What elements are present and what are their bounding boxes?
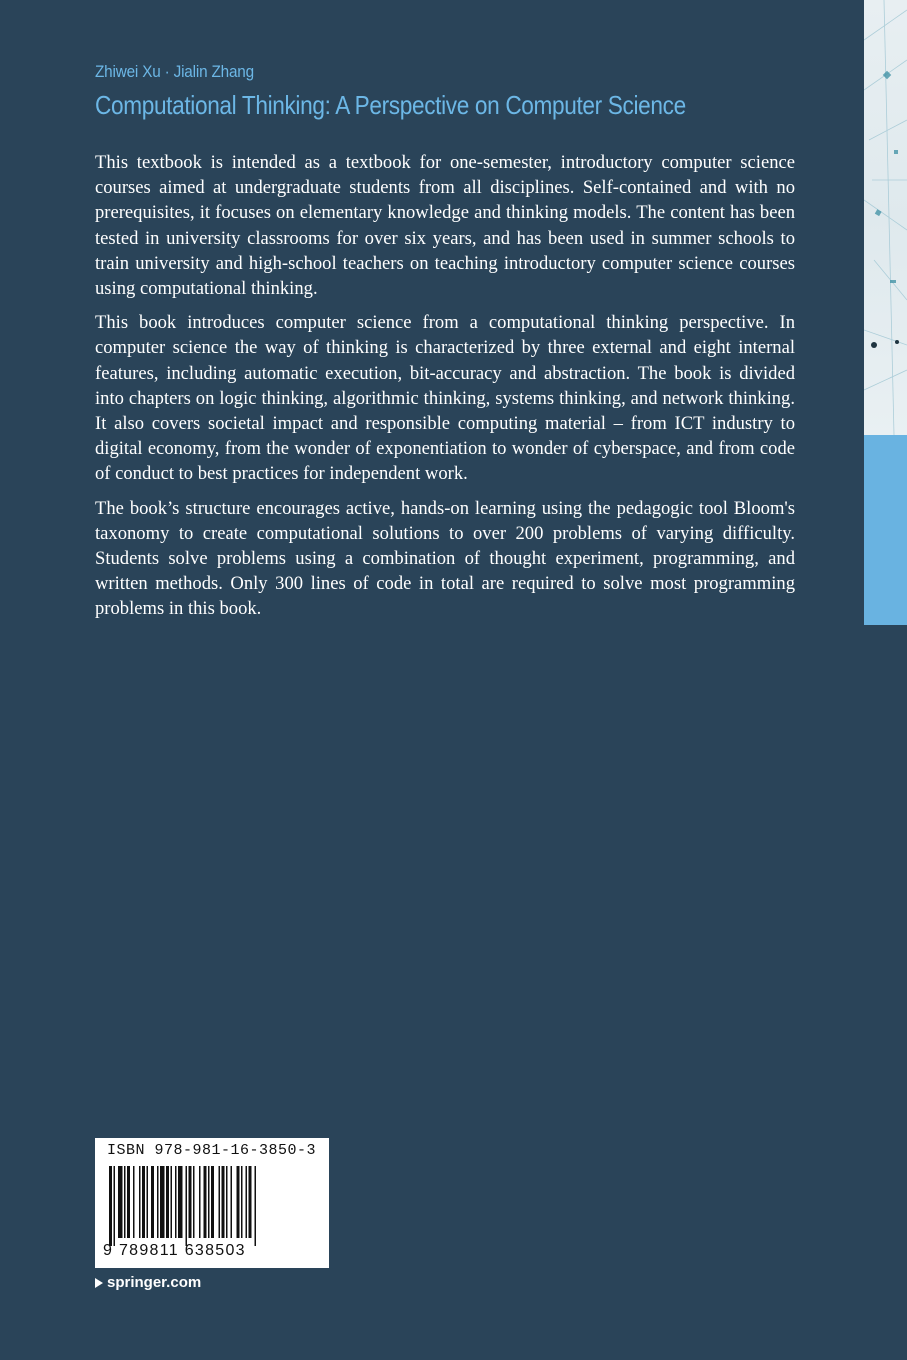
publisher-url: springer.com	[107, 1274, 202, 1291]
description-paragraph: The book’s structure encourages active, hands-on learning using the pedagogic tool Bloom's taxonomy to create computational solutions to over 200 problems of varying difficulty. Students solve problems using a combination of thought experiment, programming, and written methods. Only 300 lines of code in total are required to solve most programming problems in this book.	[95, 497, 795, 620]
spine-color-band	[864, 435, 907, 625]
description-paragraph: This textbook is intended as a textbook for one-semester, introductory computer science courses aimed at undergraduate students from all disciplines. Self-contained and with no prerequisites, it focuses on elementary knowledge and thinking models. The content has been tested in university classrooms for over six years, and has been used in summer schools to train university and high-school teachers on teaching introductory computer science courses using computational thinking.	[95, 152, 795, 300]
description-paragraph: This book introduces computer science from a computational thinking perspective. In computer science the way of thinking is characterized by three external and eight internal features, including automatic execution, bit-accuracy and abstraction. The book is divided into chapters on logic thinking, algorithmic thinking, systems thinking, and network thinking. It also covers societal impact and responsible computing material – from ICT industry to digital economy, from the wonder of exponentiation to wonder of cyberspace, and from code of conduct to best practices for independent work.	[95, 312, 795, 485]
spine-artwork	[864, 0, 907, 435]
isbn-number: ISBN 978-981-16-3850-3	[107, 1142, 317, 1159]
triangle-arrow-icon	[95, 1278, 103, 1288]
barcode-bars	[107, 1166, 317, 1246]
isbn-barcode	[95, 1138, 329, 1268]
book-description	[95, 150, 795, 631]
book-title: Computational Thinking: A Perspective on Computer Science	[95, 90, 686, 120]
ean-number: 9 789811 638503	[103, 1242, 246, 1259]
book-authors: Zhiwei Xu · Jialin Zhang	[95, 62, 254, 81]
publisher-link[interactable]	[95, 1274, 201, 1291]
